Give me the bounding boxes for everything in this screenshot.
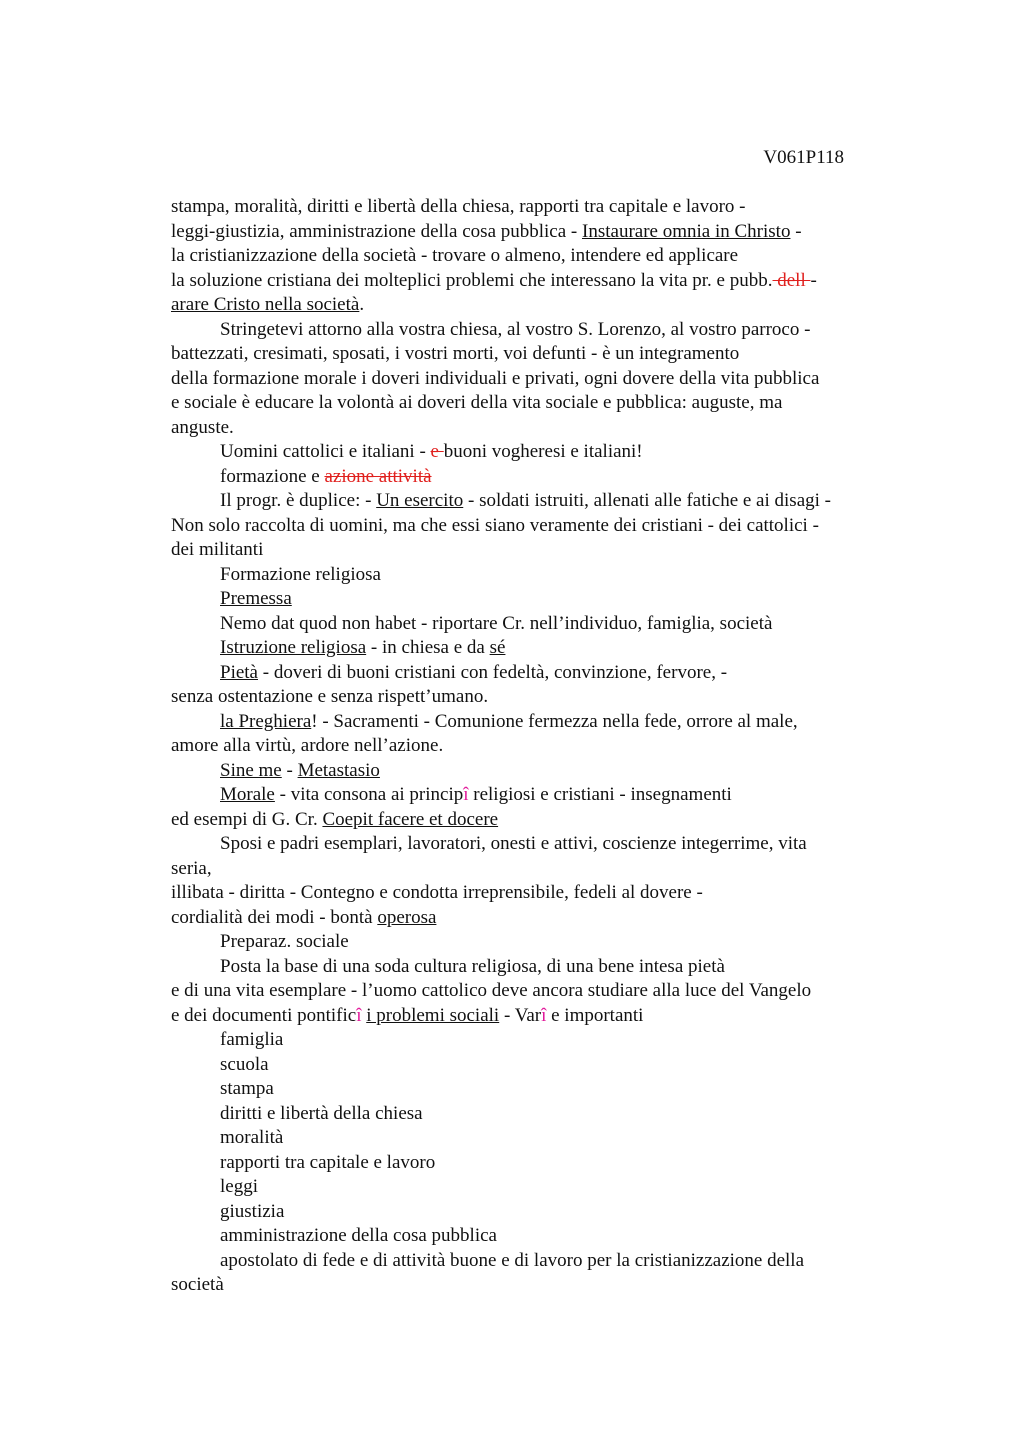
- text-span: della formazione morale i doveri individuali e privati, ogni dovere della vita pubblica: [171, 367, 820, 389]
- text-span: seria,: [171, 857, 212, 879]
- text-span: Stringetevi attorno alla vostra chiesa, al vostro S. Lorenzo, al vostro parroco -: [220, 318, 811, 340]
- text-line: [171, 367, 891, 392]
- text-span: buoni vogheresi e italiani!: [443, 441, 643, 462]
- text-span: Sposi e padri esemplari, lavoratori, onesti e attivi, coscienze integerrime, vita: [220, 833, 807, 854]
- underlined-phrase: Un esercito: [376, 490, 464, 511]
- text-span: - doveri di buoni cristiani con fedeltà, convinzione, fervore, -: [258, 661, 728, 683]
- text-span: Posta la base di una soda cultura religiosa, di una bene intesa pietà: [220, 955, 725, 977]
- list-item: [171, 1224, 891, 1249]
- text-span: -: [281, 759, 298, 781]
- underlined-phrase: Coepit facere et docere: [322, 808, 499, 830]
- text-span: società: [171, 1274, 224, 1295]
- underlined-phrase: la Preghiera: [220, 710, 312, 732]
- text-span: e di una vita esemplare - l’uomo cattolico deve ancora studiare alla luce del Vangelo: [171, 980, 812, 1001]
- text-line: [171, 416, 891, 441]
- text-span: anguste.: [171, 416, 234, 438]
- text-span: stampa, moralità, diritti e libertà della chiesa, rapporti tra capitale e lavoro -: [171, 196, 746, 217]
- text-span: leggi-giustizia, amministrazione della cosa pubblica -: [171, 220, 583, 242]
- text-span: - soldati istruiti, allenati alle fatiche e ai disagi -: [463, 490, 831, 511]
- text-line: [171, 538, 891, 563]
- text-line: [171, 930, 891, 955]
- text-span: la cristianizzazione della società - trovare o almeno, intendere ed applicare: [171, 245, 739, 266]
- text-span: Nemo dat quod non habet - riportare Cr. nell’individuo, famiglia, società: [220, 612, 773, 634]
- text-line: [171, 269, 891, 294]
- list-item: [171, 1028, 891, 1053]
- text-line: [171, 857, 891, 882]
- text-span: religiosi e cristiani - insegnamenti: [468, 784, 732, 805]
- text-span: .: [359, 294, 365, 315]
- text-line: [171, 587, 891, 612]
- text-span: battezzati, cresimati, sposati, i vostri morti, voi defunti - è un integramento: [171, 343, 740, 364]
- text-line: [171, 391, 891, 416]
- text-span: ed esempi di G. Cr.: [171, 808, 323, 830]
- underlined-phrase: i problemi sociali: [366, 1004, 500, 1026]
- text-line: [171, 244, 891, 269]
- text-span: diritti e libertà della chiesa: [220, 1102, 423, 1124]
- list-item: [171, 1126, 891, 1151]
- text-span: - Var: [499, 1004, 542, 1026]
- text-line: [171, 661, 891, 686]
- text-span: amore alla virtù, ardore nell’azione.: [171, 735, 444, 756]
- text-span: senza ostentazione e senza rispett’umano.: [171, 686, 489, 707]
- text-line: [171, 808, 891, 833]
- list-item: [171, 1053, 891, 1078]
- text-span: scuola: [220, 1053, 269, 1075]
- list-item: [171, 1151, 891, 1176]
- list-item: [171, 1102, 891, 1127]
- text-line: [171, 440, 891, 465]
- text-span: la soluzione cristiana dei molteplici problemi che interessano la vita pr. e pubb.: [171, 269, 773, 291]
- text-span: Il progr. è duplice: -: [220, 490, 377, 511]
- text-line: [171, 612, 891, 637]
- text-line: [171, 465, 891, 490]
- text-line: [171, 220, 891, 245]
- underlined-phrase: Sine me: [220, 759, 282, 781]
- text-line: [171, 832, 891, 857]
- text-span: Preparaz. sociale: [220, 931, 349, 952]
- underlined-phrase: Morale: [220, 784, 275, 805]
- text-span: e sociale è educare la volontà ai doveri della vita sociale e pubblica: auguste, ma: [171, 392, 783, 413]
- editorial-mark: î: [356, 1004, 362, 1026]
- underlined-phrase: Metastasio: [297, 759, 380, 781]
- text-span: rapporti tra capitale e lavoro: [220, 1151, 436, 1173]
- text-span: moralità: [220, 1127, 284, 1148]
- text-line: [171, 293, 891, 318]
- text-span: apostolato di fede e di attività buone e di lavoro per la cristianizzazione della: [220, 1249, 805, 1271]
- text-line: [171, 979, 891, 1004]
- text-span: dei militanti: [171, 539, 264, 560]
- text-span: giustizia: [220, 1200, 285, 1222]
- text-span: e importanti: [546, 1004, 644, 1026]
- text-line: [171, 195, 891, 220]
- text-span: e dei documenti pontific: [171, 1004, 357, 1026]
- text-line: [171, 955, 891, 980]
- underlined-phrase: Instaurare omnia in Christo: [582, 220, 791, 242]
- text-line: [171, 734, 891, 759]
- text-line: [171, 881, 891, 906]
- text-span: ! - Sacramenti - Comunione fermezza nella fede, orrore al male,: [311, 710, 798, 732]
- text-line: [171, 1273, 891, 1298]
- underlined-phrase: Pietà: [220, 661, 258, 683]
- text-line: [171, 685, 891, 710]
- text-span: Uomini cattolici e italiani -: [220, 441, 431, 462]
- deleted-text: azione attività: [324, 465, 432, 487]
- text-span: -: [790, 220, 802, 242]
- text-span: amministrazione della cosa pubblica: [220, 1225, 497, 1246]
- underlined-phrase: Istruzione religiosa: [220, 637, 367, 658]
- text-span: Formazione religiosa: [220, 563, 381, 585]
- page-code: V061P118: [763, 147, 844, 168]
- text-span: - in chiesa e da: [366, 637, 490, 658]
- underlined-phrase: operosa: [377, 906, 437, 928]
- text-span: formazione e: [220, 465, 325, 487]
- underlined-phrase: Premessa: [220, 588, 292, 609]
- underlined-phrase: sé: [489, 637, 506, 658]
- text-line: [171, 906, 891, 931]
- text-line: [171, 563, 891, 588]
- text-span: famiglia: [220, 1029, 284, 1050]
- text-line: [171, 710, 891, 735]
- text-line: [171, 783, 891, 808]
- editorial-mark: î: [541, 1004, 547, 1026]
- text-span: cordialità dei modi - bontà: [171, 906, 378, 928]
- list-item: [171, 1200, 891, 1225]
- text-line: [171, 636, 891, 661]
- text-span: Non solo raccolta di uomini, ma che essi siano veramente dei cristiani - dei cattolici -: [171, 514, 819, 536]
- text-line: [171, 514, 891, 539]
- underlined-phrase: arare Cristo nella società: [171, 294, 360, 315]
- text-line: [171, 489, 891, 514]
- text-line: [171, 759, 891, 784]
- text-line: [171, 1004, 891, 1029]
- text-span: illibata - diritta - Contegno e condotta irreprensibile, fedeli al dovere -: [171, 882, 703, 903]
- text-span: - vita consona ai princip: [274, 784, 464, 805]
- list-item: [171, 1175, 891, 1200]
- document-body: [171, 195, 891, 1298]
- text-line: [171, 318, 891, 343]
- text-line: [171, 1249, 891, 1274]
- text-span: stampa: [220, 1078, 274, 1099]
- editorial-mark: î: [463, 784, 469, 805]
- text-span: -: [810, 269, 817, 291]
- list-item: [171, 1077, 891, 1102]
- text-span: leggi: [220, 1176, 258, 1197]
- deleted-text: e: [430, 441, 444, 462]
- text-line: [171, 342, 891, 367]
- deleted-text: dell: [772, 269, 811, 291]
